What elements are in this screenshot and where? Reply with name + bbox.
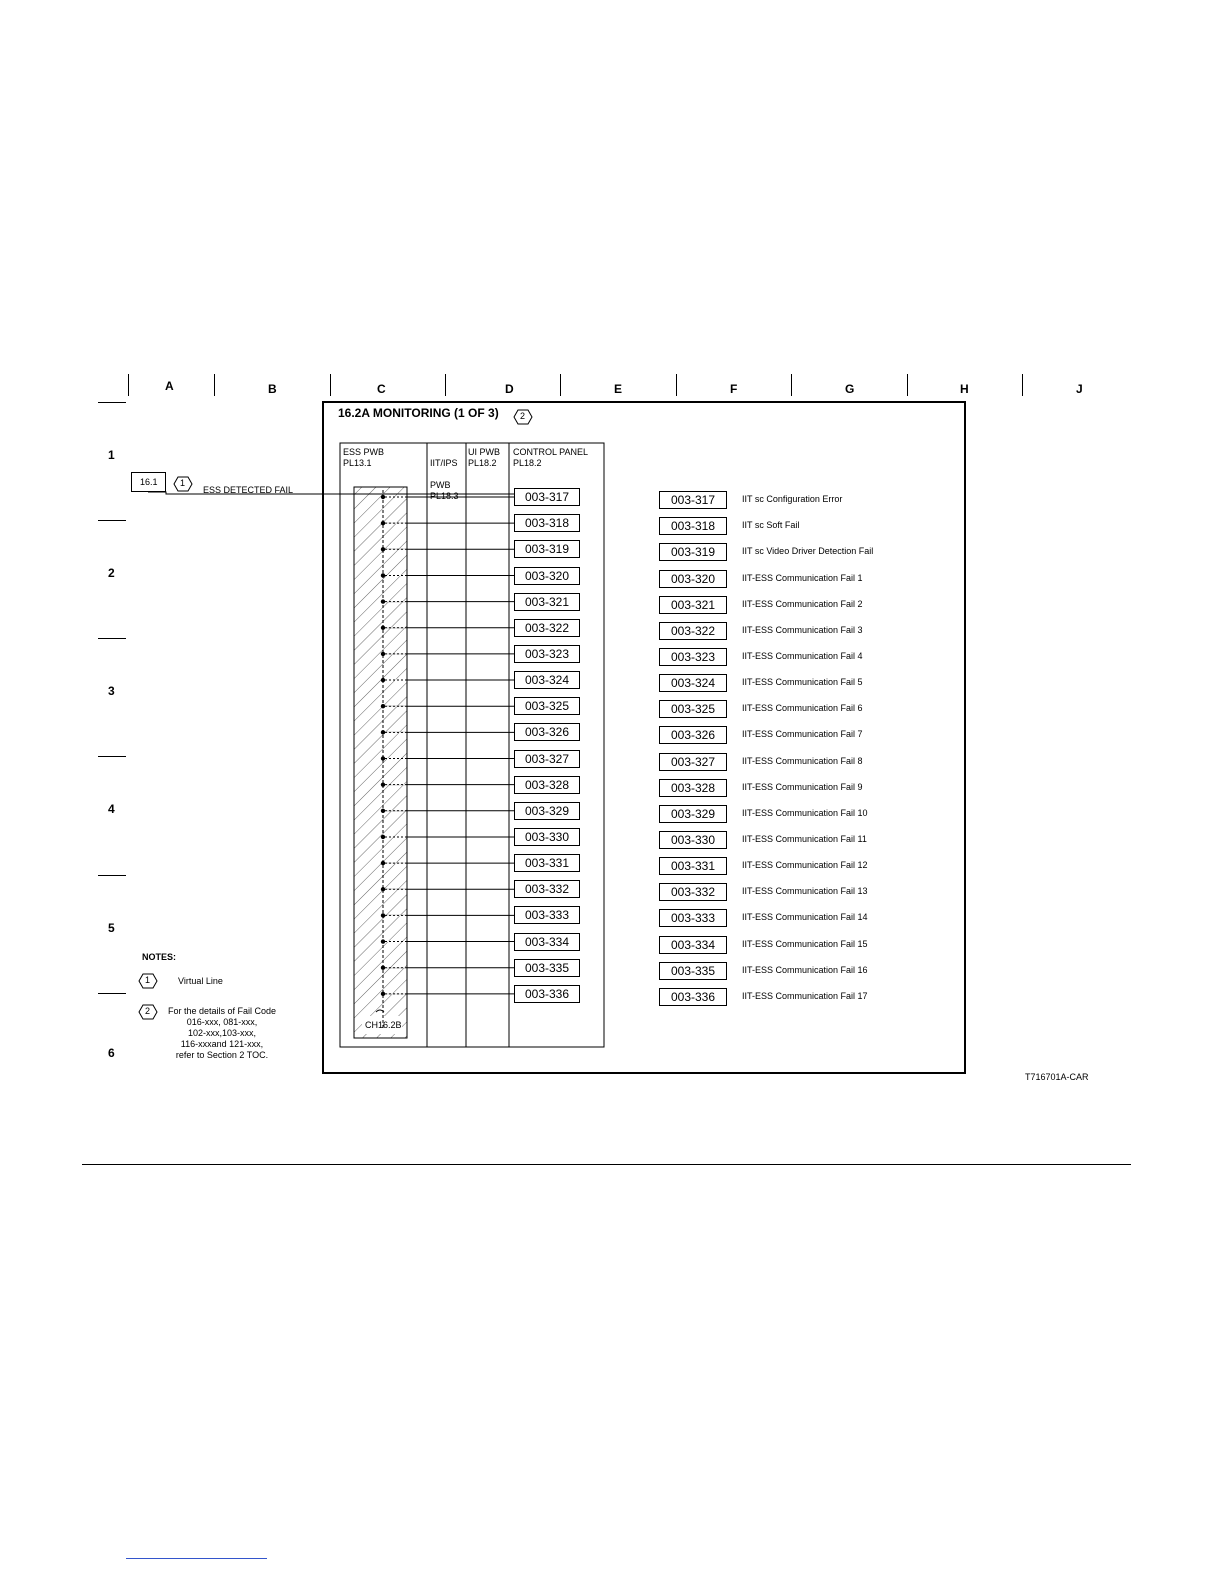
fail-code-description: IIT sc Video Driver Detection Fail [742, 546, 874, 557]
fail-code-description: IIT sc Configuration Error [742, 494, 843, 504]
legend-code-box: 003-323 [659, 648, 727, 666]
control-panel-code-box: 003-332 [514, 880, 580, 898]
control-panel-code-box: 003-330 [514, 828, 580, 846]
grid-column-letter: C [377, 382, 386, 396]
legend-code-box: 003-333 [659, 909, 727, 927]
fail-code-description: IIT-ESS Communication Fail 10 [742, 807, 868, 818]
grid-column-letter: H [960, 382, 969, 396]
legend-code-box: 003-318 [659, 517, 727, 535]
input-note-ref: 1 [180, 478, 186, 488]
note-2-line: 116-xxxand 121-xxx, [180, 1039, 264, 1049]
grid-row-number: 6 [108, 1046, 115, 1060]
junction-dot [381, 861, 385, 865]
input-ref-label: 16.1 [140, 477, 158, 487]
title-note-ref: 2 [520, 411, 526, 421]
note-2-line: refer to Section 2 TOC. [175, 1050, 269, 1060]
fail-code-description: IIT-ESS Communication Fail 12 [742, 860, 868, 871]
junction-dot [381, 599, 385, 603]
control-panel-code-box: 003-322 [514, 619, 580, 637]
note-2-line: For the details of Fail Code [167, 1006, 277, 1016]
junction-dot [381, 835, 385, 839]
grid-column-letter: J [1076, 382, 1083, 396]
grid-column-letter: A [165, 379, 174, 393]
fail-code-description: IIT-ESS Communication Fail 16 [742, 964, 868, 975]
control-panel-code-box: 003-324 [514, 671, 580, 689]
legend-code-box: 003-331 [659, 857, 727, 875]
note-1-text: Virtual Line [178, 976, 223, 986]
notes-heading: NOTES: [142, 952, 177, 962]
ch-label: CH16.2B [365, 1020, 402, 1030]
fail-code-description: IIT-ESS Communication Fail 1 [742, 572, 863, 583]
control-panel-code-box: 003-319 [514, 540, 580, 558]
grid-row-number: 2 [108, 566, 115, 580]
control-panel-code-box: 003-323 [514, 645, 580, 663]
control-panel-code-box: 003-333 [514, 906, 580, 924]
figure-id: T716701A-CAR [1025, 1072, 1089, 1082]
col-iit-ips-name: IIT/IPS [430, 458, 458, 468]
junction-dot [381, 652, 385, 656]
legend-code-box: 003-335 [659, 962, 727, 980]
fail-code-description: IIT-ESS Communication Fail 13 [742, 886, 868, 897]
col-control-panel-name: CONTROL PANEL [513, 447, 589, 457]
control-panel-code-box: 003-318 [514, 514, 580, 532]
fail-code-description: IIT-ESS Communication Fail 14 [742, 912, 868, 923]
junction-dot [381, 573, 385, 577]
ess-hatched-block [354, 487, 407, 1038]
junction-dot [381, 809, 385, 813]
grid-row-number: 5 [108, 921, 115, 935]
legend-code-box: 003-327 [659, 753, 727, 771]
col-ess-pwb-pl: PL13.1 [343, 458, 372, 468]
note-1-hexagon [138, 973, 158, 989]
input-line [148, 492, 514, 494]
grid-column-letter: E [614, 382, 623, 396]
grid-row-number: 4 [108, 802, 115, 816]
col-iit-ips-pl: PWB PL18.3 [430, 480, 459, 501]
fail-code-description: IIT-ESS Communication Fail 15 [742, 938, 868, 949]
control-panel-code-box: 003-328 [514, 776, 580, 794]
legend-code-box: 003-324 [659, 674, 727, 692]
junction-dot [381, 730, 385, 734]
legend-code-box: 003-319 [659, 543, 727, 561]
junction-dot [381, 547, 385, 551]
junction-dot [381, 939, 385, 943]
ess-detected-fail-label: ESS DETECTED FAIL [203, 485, 294, 495]
junction-dot [381, 626, 385, 630]
control-panel-code-box: 003-327 [514, 750, 580, 768]
fail-code-description: IIT-ESS Communication Fail 9 [742, 781, 863, 792]
control-panel-code-box: 003-321 [514, 593, 580, 611]
control-panel-code-box: 003-329 [514, 802, 580, 820]
legend-code-box: 003-322 [659, 622, 727, 640]
legend-code-box: 003-328 [659, 779, 727, 797]
grid-row-number: 1 [108, 448, 115, 462]
junction-dot [381, 992, 385, 996]
legend-code-box: 003-334 [659, 936, 727, 954]
junction-dot [381, 756, 385, 760]
fail-code-description: IIT-ESS Communication Fail 2 [742, 598, 863, 609]
grid-row-number: 3 [108, 684, 115, 698]
note-2-line: 102-xxx,103-xxx, [187, 1028, 257, 1038]
fail-code-description: IIT-ESS Communication Fail 5 [742, 677, 863, 687]
control-panel-code-box: 003-336 [514, 985, 580, 1003]
col-ui-pwb-pl: PL18.2 [468, 458, 497, 468]
legend-code-box: 003-317 [659, 491, 727, 509]
fail-code-description: IIT-ESS Communication Fail 3 [742, 624, 863, 635]
grid-column-letter: F [730, 382, 738, 396]
control-panel-code-box: 003-331 [514, 854, 580, 872]
note-1-ref: 1 [145, 975, 151, 985]
grid-column-letter: D [505, 382, 514, 396]
legend-code-box: 003-325 [659, 700, 727, 718]
grid-column-letter: B [268, 382, 277, 396]
fail-code-description: IIT-ESS Communication Fail 11 [742, 834, 867, 844]
legend-code-box: 003-329 [659, 805, 727, 823]
junction-dot [381, 521, 385, 525]
legend-code-box: 003-326 [659, 726, 727, 744]
legend-code-box: 003-336 [659, 988, 727, 1006]
control-panel-code-box: 003-317 [514, 488, 580, 506]
junction-dot [381, 966, 385, 970]
legend-code-box: 003-330 [659, 831, 727, 849]
junction-dot [381, 887, 385, 891]
fail-code-description: IIT-ESS Communication Fail 17 [742, 990, 868, 1001]
legend-code-box: 003-321 [659, 596, 727, 614]
col-ui-pwb-name: UI PWB [468, 447, 501, 457]
note-2-line: 016-xxx, 081-xxx, [186, 1017, 258, 1027]
fail-code-description: IIT sc Soft Fail [742, 520, 800, 531]
legend-code-box: 003-332 [659, 883, 727, 901]
footer-rule [82, 1164, 1131, 1165]
junction-dot [381, 782, 385, 786]
fail-code-description: IIT-ESS Communication Fail 4 [742, 650, 863, 661]
fail-code-description: IIT-ESS Communication Fail 8 [742, 755, 863, 766]
col-ess-pwb-name: ESS PWB [343, 447, 385, 457]
control-panel-code-box: 003-335 [514, 959, 580, 977]
diagram-title: 16.2A MONITORING (1 OF 3) [338, 406, 499, 420]
junction-dot [381, 704, 385, 708]
grid-column-letter: G [845, 382, 855, 396]
junction-dot [381, 495, 385, 499]
control-panel-code-box: 003-320 [514, 567, 580, 585]
footer-link-underline[interactable] [126, 1558, 267, 1559]
junction-dot [381, 913, 385, 917]
legend-code-box: 003-320 [659, 570, 727, 588]
junction-dot [381, 678, 385, 682]
col-control-panel-pl: PL18.2 [513, 458, 542, 468]
note-2-text [162, 1006, 282, 1061]
fail-code-description: IIT-ESS Communication Fail 6 [742, 703, 863, 714]
note-2-ref: 2 [145, 1006, 151, 1016]
control-panel-code-box: 003-325 [514, 697, 580, 715]
fail-code-description: IIT-ESS Communication Fail 7 [742, 729, 863, 740]
note-2-hexagon [138, 1004, 158, 1020]
control-panel-code-box: 003-326 [514, 723, 580, 741]
control-panel-code-box: 003-334 [514, 933, 580, 951]
